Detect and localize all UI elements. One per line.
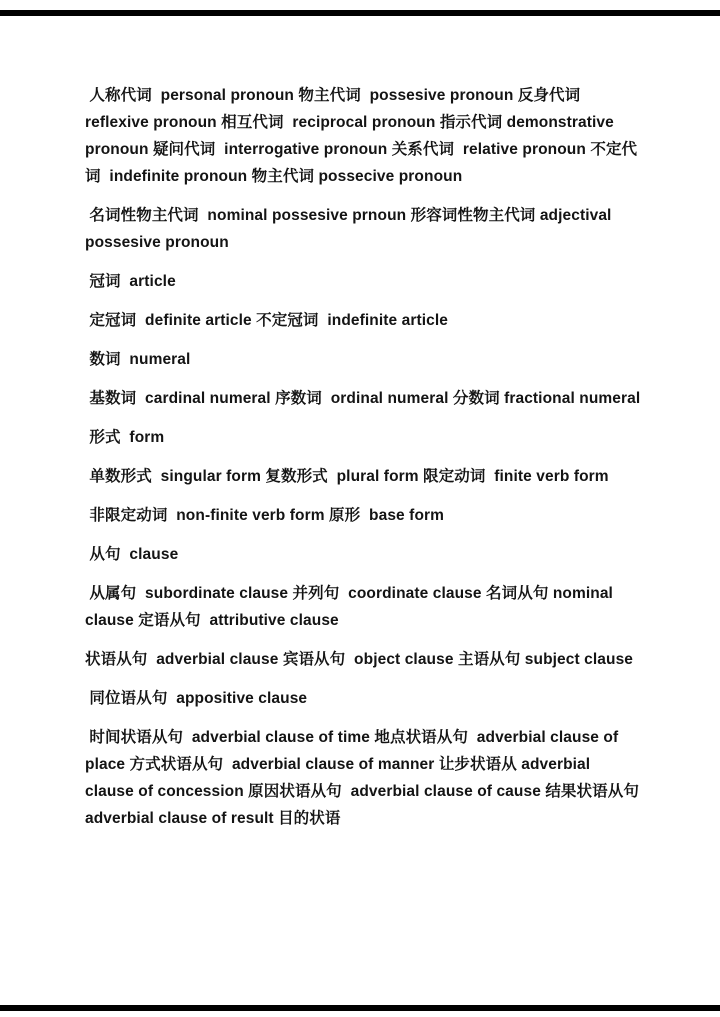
paragraph-pronouns: 人称代词 personal pronoun 物主代词 possesive pronoun 反身代词 reflexive pronoun 相互代词 reciprocal pronoun 指示代词 demonstrative pronoun 疑问代词 interrogative pronoun 关系代词 relative pronoun 不定代词 indefinite pronoun 物主代词 possecive pronoun bbox=[85, 87, 638, 185]
paragraph-nonfinite-form: 非限定动词 non-finite verb form 原形 base form bbox=[85, 507, 445, 524]
paragraph-adverbial-clause: 状语从句 adverbial clause 宾语从句 object clause 主语从句 subject clause bbox=[85, 651, 634, 668]
paragraph-form: 形式 form bbox=[85, 429, 165, 446]
paragraph-adverbial-clause-types: 时间状语从句 adverbial clause of time 地点状语从句 adverbial clause of place 方式状语从句 adverbial clause of manner 让步状语从 adverbial clause of concession 原因状语从句 adverbial clause of cause 结果状语从句 adverbial clause of result 目的状语 bbox=[85, 729, 648, 827]
paragraph-possessive-pronouns: 名词性物主代词 nominal possesive prnoun 形容词性物主代词 adjectival possesive pronoun bbox=[85, 207, 616, 251]
paragraph-clause-types: 从属句 subordinate clause 并列句 coordinate clause 名词从句 nominal clause 定语从句 attributive clause bbox=[85, 585, 618, 629]
paragraph-definite-article: 定冠词 definite article 不定冠词 indefinite article bbox=[85, 312, 449, 329]
page-border-top bbox=[0, 10, 720, 16]
paragraph-article: 冠词 article bbox=[85, 273, 176, 290]
page-border-bottom bbox=[0, 1005, 720, 1011]
paragraph-appositive-clause: 同位语从句 appositive clause bbox=[85, 690, 308, 707]
document-body bbox=[85, 82, 648, 844]
paragraph-clause: 从句 clause bbox=[85, 546, 179, 563]
paragraph-form-types: 单数形式 singular form 复数形式 plural form 限定动词 finite verb form bbox=[85, 468, 609, 485]
paragraph-numeral-types: 基数词 cardinal numeral 序数词 ordinal numeral 分数词 fractional numeral bbox=[85, 390, 641, 407]
paragraph-numeral: 数词 numeral bbox=[85, 351, 191, 368]
